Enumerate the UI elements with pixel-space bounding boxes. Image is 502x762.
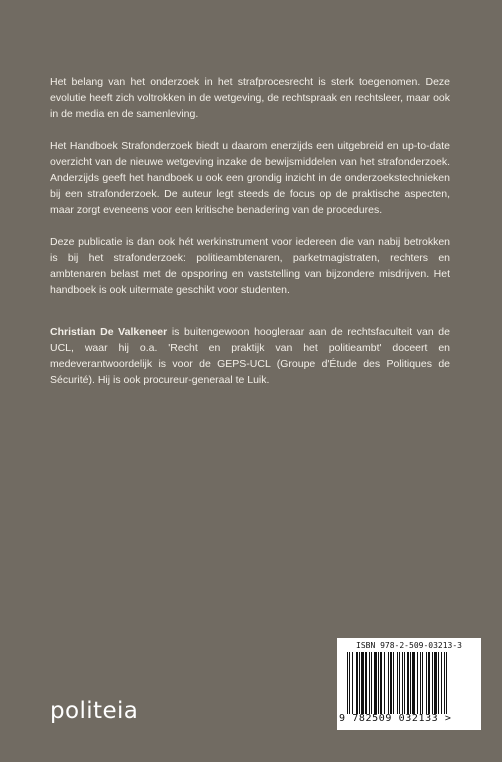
author-name: Christian De Valkeneer bbox=[50, 326, 168, 338]
barcode-bars bbox=[347, 652, 471, 714]
isbn-barcode bbox=[337, 638, 481, 730]
author-bio bbox=[50, 324, 450, 388]
back-cover-text bbox=[50, 74, 450, 404]
blurb-paragraph-1: Het belang van het onderzoek in het strafprocesrecht is sterk toegenomen. Deze evolutie heeft zich voltrokken in de wetgeving, de rechtspraak en rechtsleer, maar ook in de media en de samenleving. bbox=[50, 76, 450, 120]
isbn-label: ISBN 978-2-509-03213-3 bbox=[356, 641, 462, 650]
publisher-logo: politeia bbox=[50, 698, 139, 724]
blurb-paragraph-3: Deze publicatie is dan ook hét werkinstrument voor iedereen die van nabij betrokken is bij het strafonderzoek: politieambtenaren, parketmagistraten, rechters en ambtenaren belast met de opsporing en vaststelling van bijzondere misdrijven. Het handboek is ook uitermate geschikt voor studenten. bbox=[50, 236, 450, 296]
author-bio-text: is buitengewoon hoogleraar aan de rechtsfaculteit van de UCL, waar hij o.a. 'Recht en praktijk van het politieambt' doceert en medeverantwoordelijk is voor de GEPS-UCL (Groupe d'Étude des Politiques de Sécurité). Hij is ook procureur-generaal te Luik. bbox=[50, 326, 450, 386]
blurb-paragraph-2: Het Handboek Strafonderzoek biedt u daarom enerzijds een uitgebreid en up-to-date overzicht van de nieuwe wetgeving inzake de bewijsmiddelen van het strafonderzoek. Anderzijds geeft het handboek u ook een grondig inzicht in de onderzoekstechnieken bij een strafonderzoek. De auteur legt steeds de focus op de praktische aspecten, maar zorgt eveneens voor een kritische benadering van de procedures. bbox=[50, 140, 450, 216]
barcode-digits: 9 782509 032133 > bbox=[339, 713, 452, 724]
